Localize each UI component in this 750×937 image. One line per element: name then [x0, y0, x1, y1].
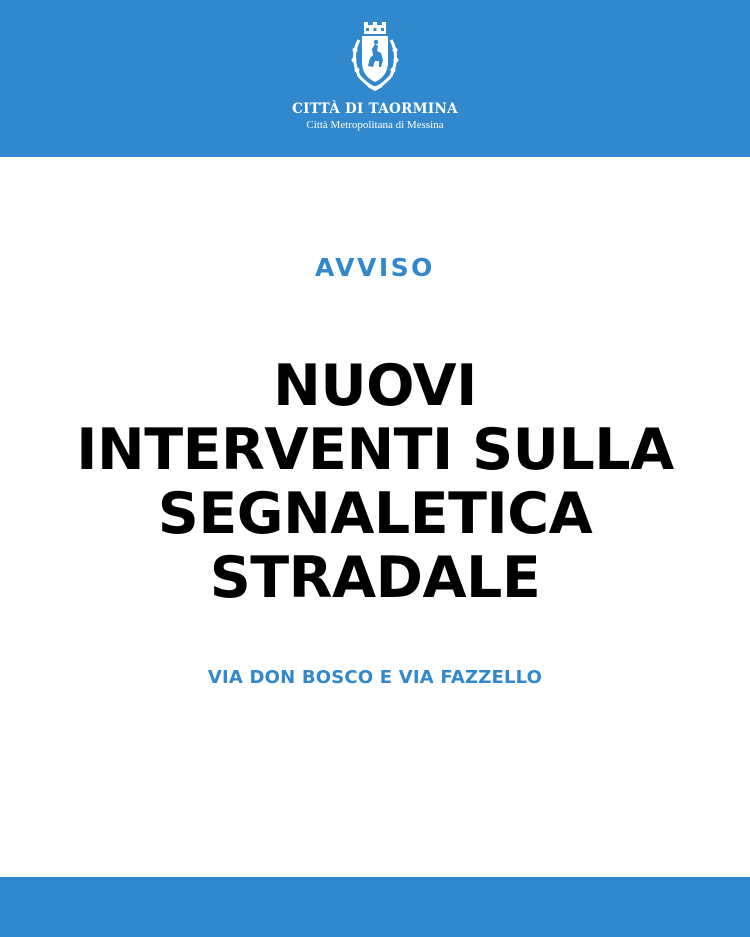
notice-subtitle: VIA DON BOSCO E VIA FAZZELLO — [207, 667, 543, 688]
city-coat-of-arms-icon — [346, 22, 404, 92]
footer-band — [0, 877, 750, 937]
notice-kicker: AVVISO — [315, 253, 435, 282]
notice-headline — [0, 354, 750, 610]
city-name: CITTÀ DI TAORMINA — [292, 101, 458, 117]
headline-line: STRADALE — [209, 545, 541, 611]
headline-line: NUOVI — [273, 353, 477, 419]
headline-line: INTERVENTI SULLA — [76, 417, 674, 483]
header-band — [0, 0, 750, 157]
city-subtitle: Città Metropolitana di Messina — [306, 119, 444, 131]
headline-line: SEGNALETICA — [157, 481, 593, 547]
